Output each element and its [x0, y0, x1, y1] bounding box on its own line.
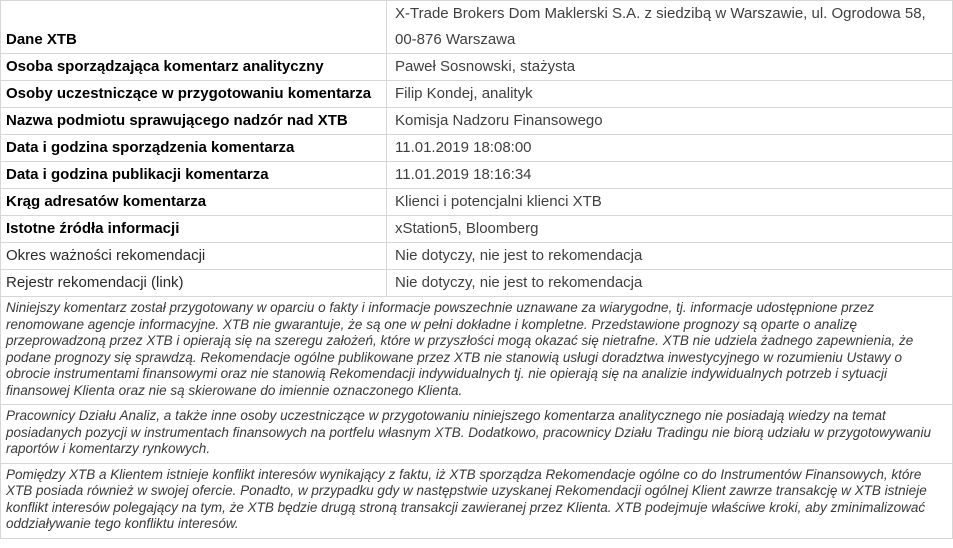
table-row	[1, 1, 952, 54]
row-label-data-publikacji: Data i godzina publikacji komentarza	[1, 162, 387, 188]
row-value-nadzor: Komisja Nadzoru Finansowego	[395, 112, 603, 129]
table-row	[1, 135, 952, 162]
row-label-nadzor: Nazwa podmiotu sprawującego nadzór nad XTB	[1, 108, 387, 134]
table-row	[1, 108, 952, 135]
row-value-zrodla-informacji: xStation5, Bloomberg	[395, 220, 539, 237]
row-label-krag-adresatow: Krąg adresatów komentarza	[1, 189, 387, 215]
row-value-okres-waznosci: Nie dotyczy, nie jest to rekomendacja	[395, 247, 643, 264]
disclaimer-paragraph-sources: Niniejszy komentarz został przygotowany w oparciu o fakty i informacje powszechnie uznawane za wiarygodne, tj. informacje udostępnione przez renomowane agencje informacyjne. XTB nie gwarantuje, że są one w pełni dokładne i kompletne. Przedstawione prognozy są oparte o analizę przeprowadzoną przez XTB i opierają się na szeregu założeń, które w przyszłości mogą okazać się nietrafne. XTB nie udziela żadnego zapewnienia, że podane prognozy się sprawdzą. Rekomendacje ogólne publikowane przez XTB nie stanowią usługi doradztwa inwestycyjnego w rozumieniu Ustawy o obrocie instrumentami finansowymi oraz nie stanowią Rekomendacji indywidualnych tj. nie opierają się na analizie indywidualnych potrzeb i sytuacji finansowej Klienta oraz nie są skierowane do imiennie oznaczonego Klienta.	[1, 297, 952, 405]
row-label-dane-xtb: Dane XTB	[1, 1, 387, 53]
row-label-data-sporzadzenia: Data i godzina sporządzenia komentarza	[1, 135, 387, 161]
disclaimer-paragraph-conflict: Pomiędzy XTB a Klientem istnieje konflikt interesów wynikający z faktu, iż XTB sporządza Rekomendacje ogólne co do Instrumentów Finansowych, które XTB posiada również w swojej ofercie. Ponadto, w przypadku gdy w następstwie uzyskanej Rekomendacji ogólnej Klient zawrze transakcję w XTB istnieje konflikt interesów polegający na tym, że XTB będzie drugą stroną transakcji zawieranej przez Klienta. XTB podejmuje właściwe kroki, aby zminimalizować oddziaływanie tego konfliktu interesów.	[6, 466, 927, 531]
row-value-rejestr-rekomendacji: Nie dotyczy, nie jest to rekomendacja	[395, 274, 643, 291]
row-label-osoba-sporzadzajaca: Osoba sporządzająca komentarz analityczny	[1, 54, 387, 80]
table-row	[1, 270, 952, 297]
row-value-data-publikacji: 11.01.2019 18:16:34	[395, 166, 532, 183]
row-label-zrodla-informacji: Istotne źródła informacji	[1, 216, 387, 242]
row-label-okres-waznosci: Okres ważności rekomendacji	[1, 243, 387, 269]
row-label-osoby-uczestniczace: Osoby uczestniczące w przygotowaniu komentarza	[1, 81, 387, 107]
row-value-osoby-uczestniczace: Filip Kondej, analityk	[395, 85, 533, 102]
table-row	[1, 189, 952, 216]
table-row	[1, 81, 952, 108]
row-value-data-sporzadzenia: 11.01.2019 18:08:00	[395, 139, 532, 156]
table-row	[1, 216, 952, 243]
xtb-info-table	[1, 1, 952, 297]
disclaimer-paragraph-employees: Pracownicy Działu Analiz, a także inne osoby uczestniczące w przygotowaniu niniejszego komentarza analitycznego nie posiadają wiedzy na temat posiadanych pozycji w instrumentach finansowych na portfelu własnym XTB. Dodatkowo, pracownicy Działu Tradingu nie biorą udziału w przygotowywaniu raportów i komentarzy rynkowych.	[1, 405, 952, 464]
row-label-rejestr-rekomendacji: Rejestr rekomendacji (link)	[1, 270, 387, 296]
table-row	[1, 243, 952, 270]
table-row	[1, 54, 952, 81]
row-value-osoba-sporzadzajaca: Paweł Sosnowski, stażysta	[395, 58, 576, 75]
row-value-krag-adresatow: Klienci i potencjalni klienci XTB	[395, 193, 602, 210]
table-row	[1, 162, 952, 189]
row-value-dane-xtb: X-Trade Brokers Dom Maklerski S.A. z siedzibą w Warszawie, ul. Ogrodowa 58, 00-876 Warszawa	[395, 5, 926, 48]
